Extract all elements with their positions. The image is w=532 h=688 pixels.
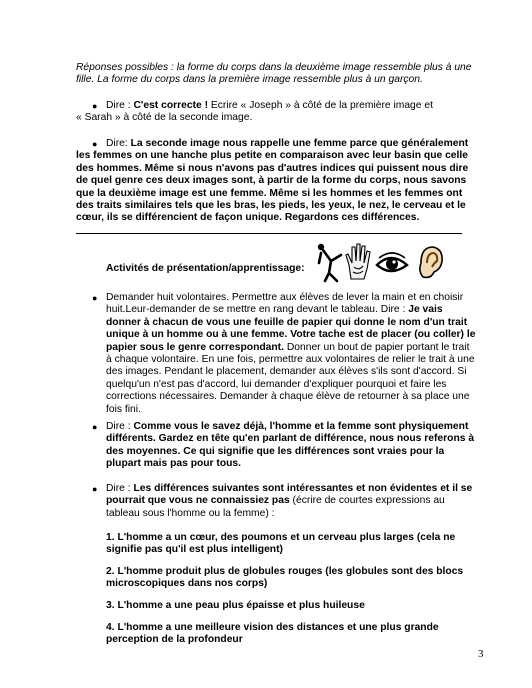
activity-icons bbox=[315, 241, 445, 283]
ear-icon bbox=[420, 247, 442, 277]
bullet-second-image: ● Dire: La seconde image nous rappelle une femme parce que généralement les femmes on une hanche plus petite en comparaison avec leur basin que celle des hommes. Même si nous n'avons pas d'autres indices qui puissent nous dire de quel genre ces deux images sont, à partir de la forme du corps, nous savons que la deuxième image est une femme. Même si les hommes et les femmes ont des traits similaires tels que les bras, les pieds, les yeux, le nez, le cerveau et le cœur, ils se différencient de façon unique. Regardons ces différences. bbox=[76, 138, 469, 224]
page-number: 3 bbox=[478, 648, 484, 660]
list-item: 1. L'homme a un cœur, des poumons et un cerveau plus larges (cela ne signifie pas qu'il est plus intelligent) bbox=[106, 532, 456, 556]
stretching-figure-icon bbox=[318, 244, 341, 281]
activities-title: Activités de présentation/apprentissage: bbox=[106, 263, 305, 274]
bullet-physical-differences: ● Dire : Comme vous le savez déjà, l'homme et la femme sont physiquement différents. Gardez en tête qu'en parlant de différence, nous nous referons à des moyennes. Ce qui signifie que les différences sont vraies pour la plupart mais pas pour tous. bbox=[92, 421, 475, 470]
list-item: 4. L'homme a une meilleure vision des distances et une plus grande perception de la profondeur bbox=[106, 622, 439, 646]
bullet-correct: ● Dire : C'est correcte ! Ecrire « Joseph » à côté de la première image et « Sarah » à côté de la seconde image. bbox=[76, 100, 433, 124]
list-item: 2. L'homme produit plus de globules rouges (les globules sont des blocs microscopiques dans nos corps) bbox=[106, 566, 464, 590]
bullet-volunteers: ● Demander huit volontaires. Permettre aux élèves de lever la main et en choisir huit.Leur-demander de se mettre en rang devant le tableau. Dire : Je vais donner à chacun de vous une feuille de papier qui donne le nom d'un trait unique à un homme ou à une femme. Votre tache est de placer (ou coller) le papier sous le genre correspondant. Donner un bout de papier portant le trait à chaque volontaire. En une fois, permettre aux volontaires de relier le trait à une des images. Pendant le placement, demander aux élèves s'ils sont d'accord. Si quelqu'un n'est pas d'accord, lui demander d'expliquer pourquoi et faire les corrections nécessaires. Demander à chaque élève de retourner à sa place une fois fini. bbox=[92, 292, 476, 415]
bullet-icon: ● bbox=[92, 293, 98, 303]
possible-answers: Réponses possibles : la forme du corps dans la deuxième image ressemble plus à une fille. La forme du corps dans la première image ressemble plus à un garçon. bbox=[76, 62, 472, 86]
list-item: 3. L'homme a une peau plus épaisse et plus huileuse bbox=[106, 600, 365, 611]
eye-icon bbox=[377, 253, 407, 271]
bullet-icon: ● bbox=[92, 139, 98, 149]
section-divider bbox=[76, 233, 462, 234]
bullet-icon: ● bbox=[92, 422, 98, 432]
hand-icon bbox=[346, 244, 370, 279]
bullet-following-differences: ● Dire : Les différences suivantes sont intéressantes et non évidentes et il se pourrait que vous ne connaissiez pas (écrire de courtes expressions au tableau sous l'homme ou la femme) : bbox=[92, 483, 473, 519]
bullet-icon: ● bbox=[92, 484, 98, 494]
bullet-icon: ● bbox=[92, 101, 98, 111]
